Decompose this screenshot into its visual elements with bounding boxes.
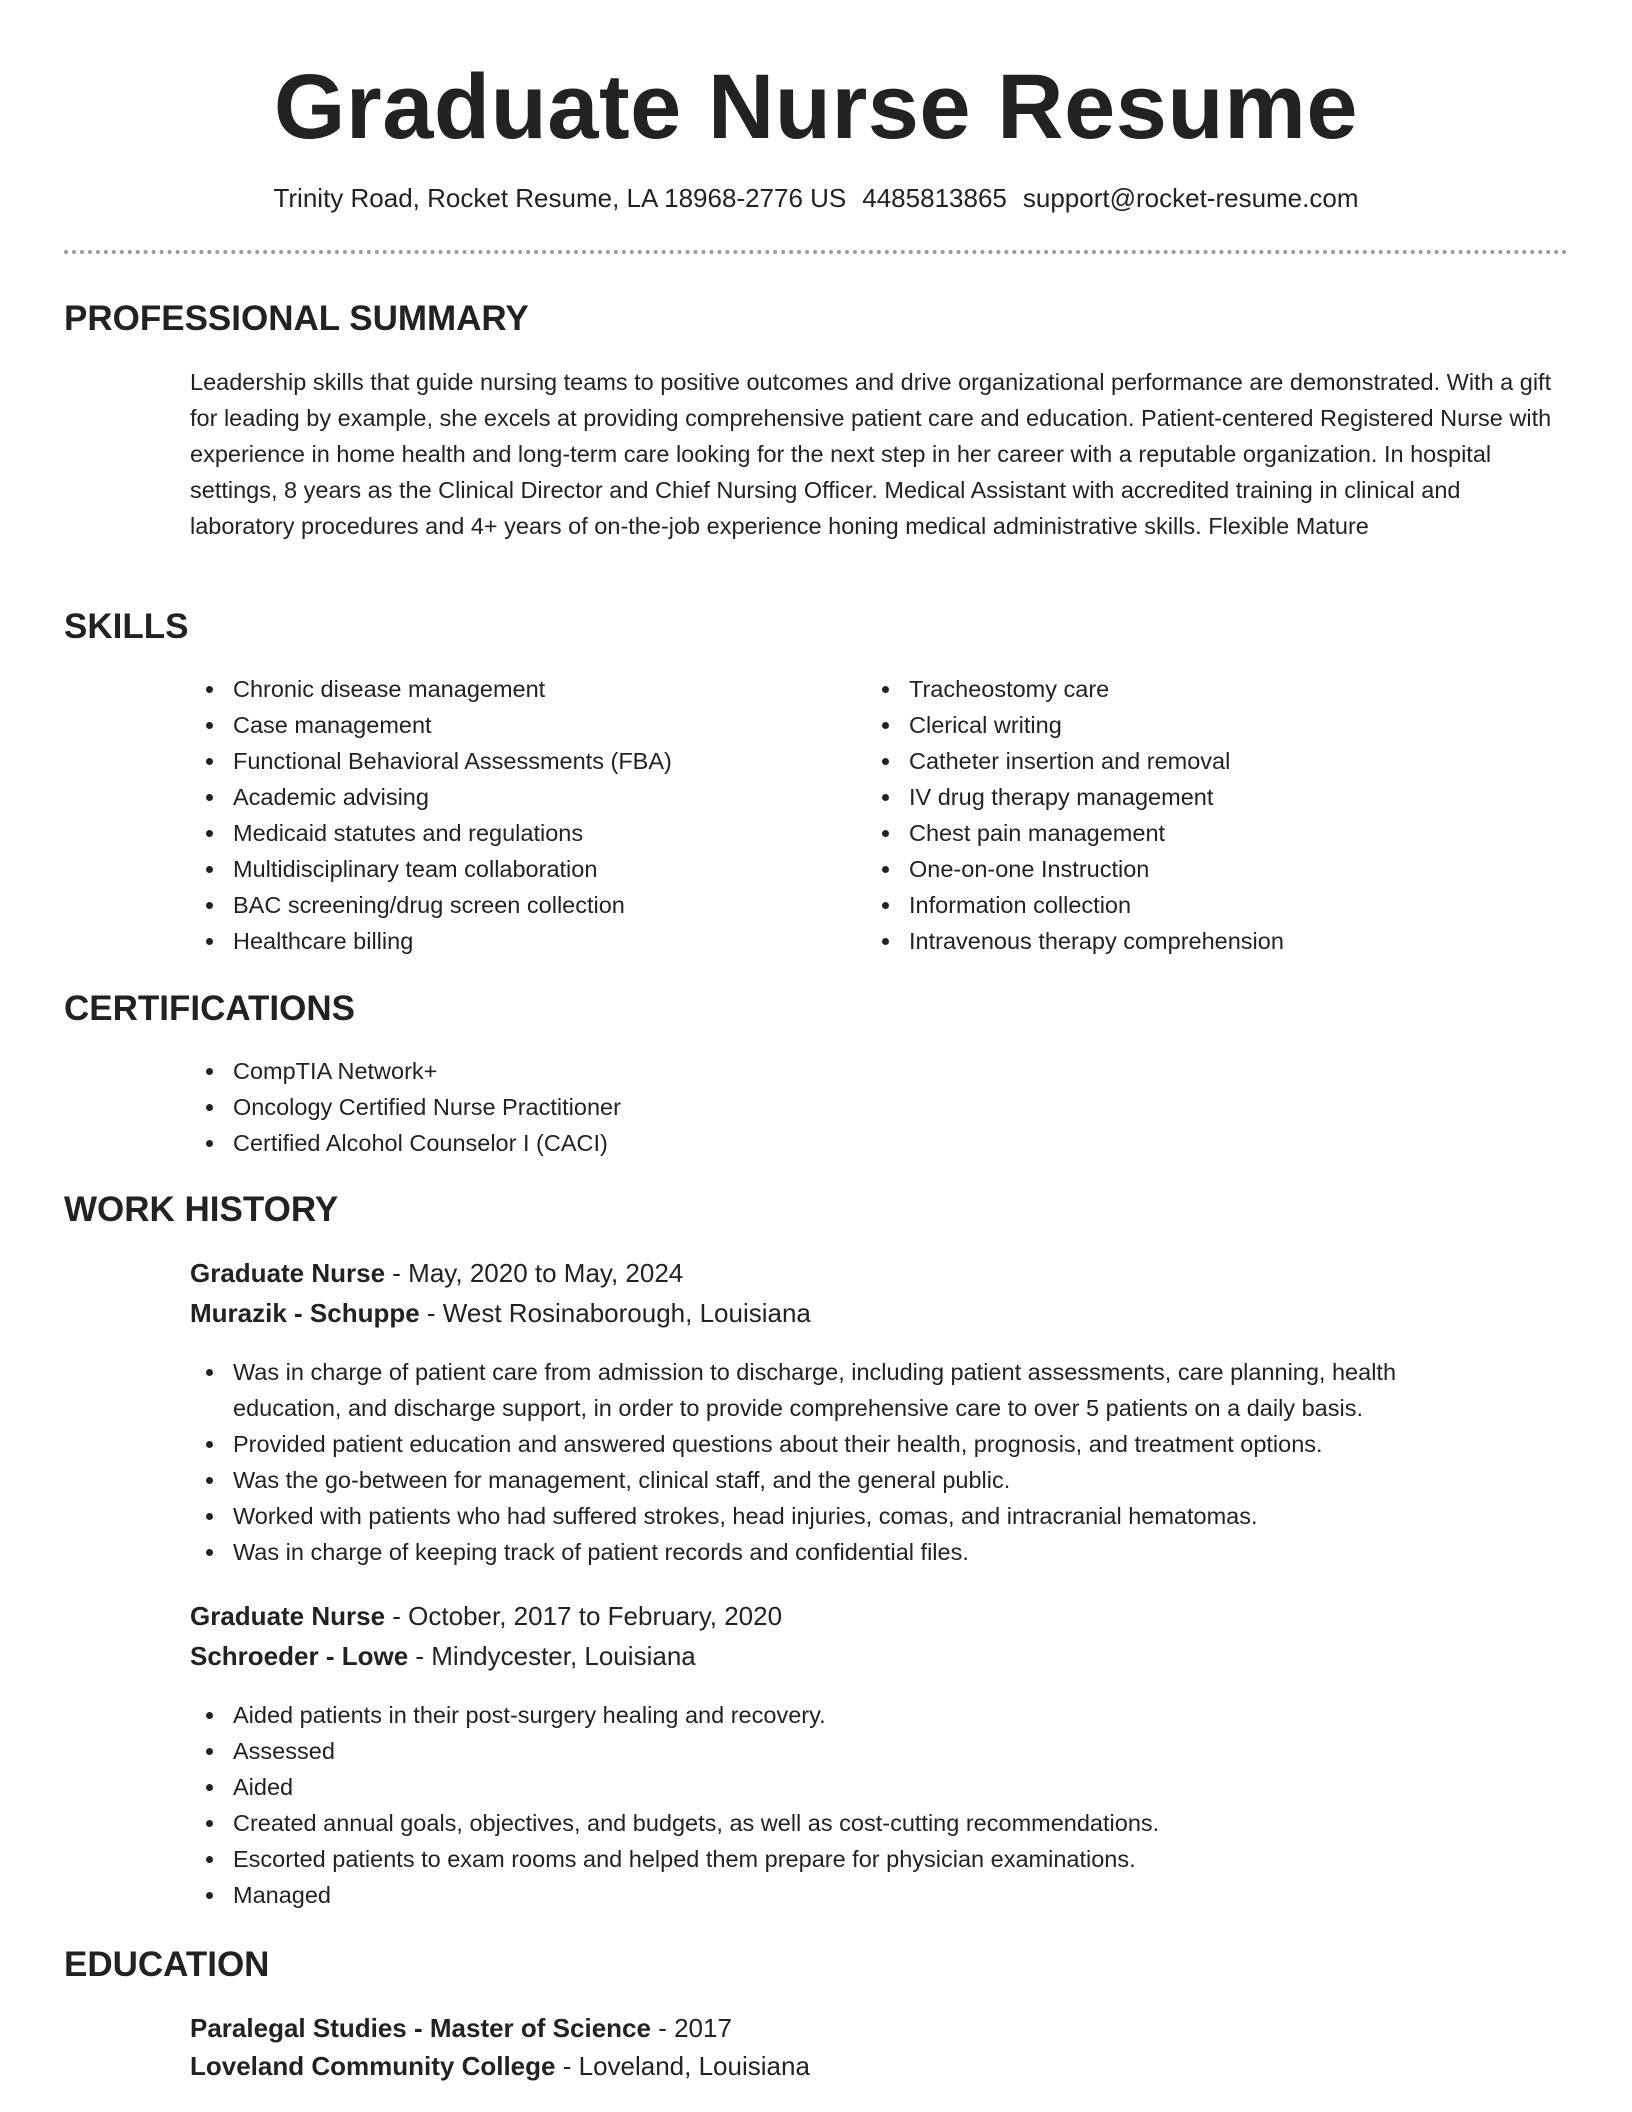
- skills-heading: SKILLS: [64, 607, 189, 646]
- work-history-heading: WORK HISTORY: [64, 1190, 339, 1229]
- job-bullet: Was the go-between for management, clinical staff, and the general public.: [190, 1462, 1490, 1498]
- skill-item: Information collection: [866, 887, 1566, 923]
- skill-item: Case management: [190, 707, 850, 743]
- skill-item: Medicaid statutes and regulations: [190, 815, 850, 851]
- job-bullet: Assessed: [190, 1733, 1490, 1769]
- skill-item: One-on-one Instruction: [866, 851, 1566, 887]
- contact-phone: 4485813865: [862, 183, 1007, 213]
- summary-text: Leadership skills that guide nursing teams to positive outcomes and drive organizational performance are demonstrated. With a gift for leading by example, she excels at providing comprehensive patient care and education. Patient-centered Registered Nurse with experience in home health and long-term care looking for the next step in her career with a reputable organization. In hospital settings, 8 years as the Clinical Director and Chief Nursing Officer. Medical Assistant with accredited training in clinical and laboratory procedures and 4+ years of on-the-job experience honing medical administrative skills. Flexible Mature: [190, 369, 1552, 539]
- job-company: Schroeder - Lowe: [190, 1641, 409, 1671]
- skill-item: Catheter insertion and removal: [866, 743, 1566, 779]
- job-company-line: [190, 1297, 811, 1329]
- education-year: - 2017: [650, 2013, 732, 2043]
- skills-list-right: [866, 671, 1566, 959]
- job-company: Murazik - Schuppe: [190, 1298, 420, 1328]
- job-title-line: [190, 1257, 683, 1289]
- summary-heading: PROFESSIONAL SUMMARY: [64, 299, 529, 338]
- education-location: - Loveland, Louisiana: [555, 2051, 810, 2081]
- skill-item: Healthcare billing: [190, 923, 850, 959]
- header-divider: [64, 250, 1568, 254]
- certifications-heading: CERTIFICATIONS: [64, 989, 356, 1028]
- skill-item: BAC screening/drug screen collection: [190, 887, 850, 923]
- job-bullet: Aided: [190, 1769, 1490, 1805]
- contact-line: [0, 183, 1632, 213]
- job-bullet: Worked with patients who had suffered strokes, head injuries, comas, and intracranial hematomas.: [190, 1498, 1490, 1534]
- skill-item: Intravenous therapy comprehension: [866, 923, 1566, 959]
- skills-list-left: [190, 671, 850, 959]
- job-title: Graduate Nurse: [190, 1258, 386, 1288]
- education-degree-line: [190, 2012, 732, 2044]
- job-bullet: Was in charge of keeping track of patient records and confidential files.: [190, 1534, 1490, 1570]
- education-school-line: [190, 2050, 810, 2082]
- certification-item: Certified Alcohol Counselor I (CACI): [190, 1125, 1570, 1161]
- education-heading: EDUCATION: [64, 1945, 270, 1984]
- job-title: Graduate Nurse: [190, 1601, 386, 1631]
- education-school: Loveland Community College: [190, 2051, 556, 2081]
- skill-item: Clerical writing: [866, 707, 1566, 743]
- job-dates: - October, 2017 to February, 2020: [385, 1601, 783, 1631]
- job-title-line: [190, 1600, 782, 1632]
- job-bullets: [190, 1697, 1490, 1913]
- job-bullet: Escorted patients to exam rooms and helped them prepare for physician examinations.: [190, 1841, 1490, 1877]
- resume-title: Graduate Nurse Resume: [273, 56, 1359, 158]
- contact-email: support@rocket-resume.com: [1022, 183, 1359, 213]
- job-company-line: [190, 1640, 696, 1672]
- certifications-list: [190, 1053, 1570, 1161]
- job-location: - West Rosinaborough, Louisiana: [419, 1298, 811, 1328]
- education-degree: Paralegal Studies - Master of Science: [190, 2013, 651, 2043]
- job-bullets: [190, 1354, 1490, 1570]
- job-bullet: Aided patients in their post-surgery healing and recovery.: [190, 1697, 1490, 1733]
- skill-item: Multidisciplinary team collaboration: [190, 851, 850, 887]
- job-bullet: Provided patient education and answered questions about their health, prognosis, and treatment options.: [190, 1426, 1490, 1462]
- job-bullet: Created annual goals, objectives, and budgets, as well as cost-cutting recommendations.: [190, 1805, 1490, 1841]
- skill-item: Tracheostomy care: [866, 671, 1566, 707]
- skill-item: IV drug therapy management: [866, 779, 1566, 815]
- certification-item: Oncology Certified Nurse Practitioner: [190, 1089, 1570, 1125]
- contact-address: Trinity Road, Rocket Resume, LA 18968-2776 US: [273, 183, 847, 213]
- certification-item: CompTIA Network+: [190, 1053, 1570, 1089]
- skill-item: Chronic disease management: [190, 671, 850, 707]
- job-dates: - May, 2020 to May, 2024: [385, 1258, 684, 1288]
- skill-item: Chest pain management: [866, 815, 1566, 851]
- job-bullet: Managed: [190, 1877, 1490, 1913]
- job-location: - Mindycester, Louisiana: [408, 1641, 696, 1671]
- skill-item: Functional Behavioral Assessments (FBA): [190, 743, 850, 779]
- skill-item: Academic advising: [190, 779, 850, 815]
- job-bullet: Was in charge of patient care from admission to discharge, including patient assessments, care planning, health education, and discharge support, in order to provide comprehensive care to over 5 patients on a daily basis.: [190, 1354, 1490, 1426]
